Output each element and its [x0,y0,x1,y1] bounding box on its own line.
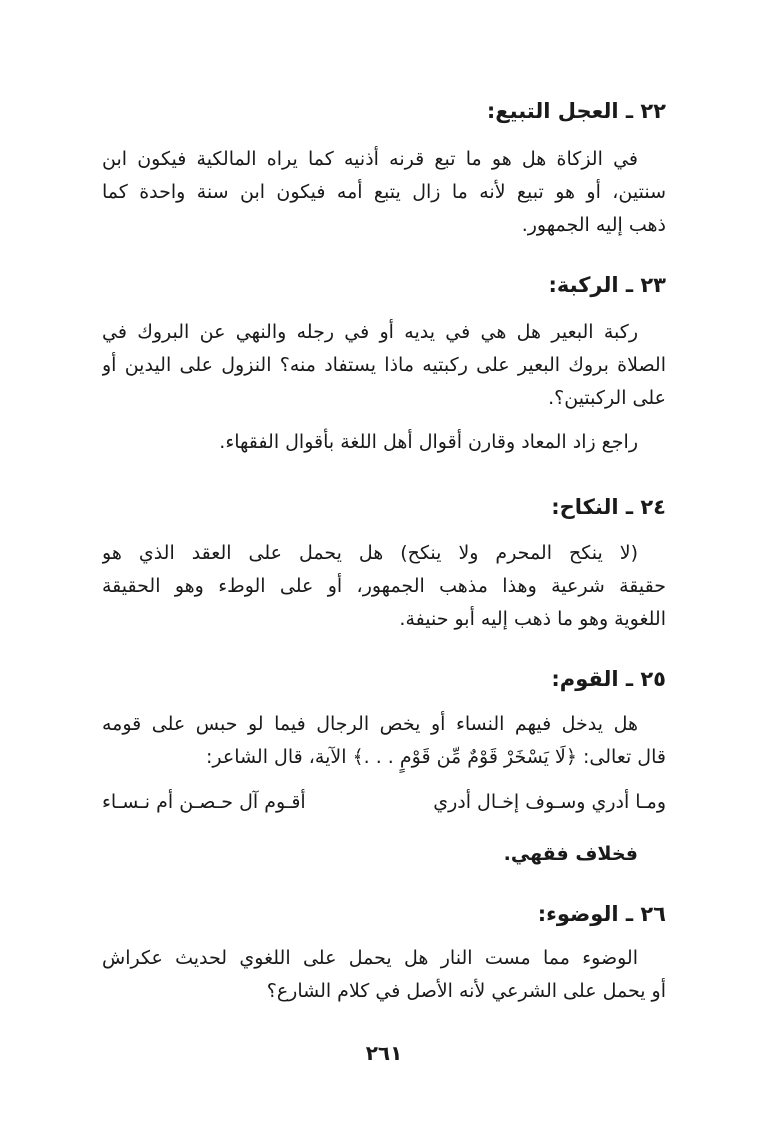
section-title-26: ٢٦ ـ الوضوء: [537,902,666,926]
section-title-23: ٢٣ ـ الركبة: [548,273,666,297]
text-line: حقيقة شرعية وهذا مذهب الجمهور، أو على الوطء وهو الحقيقة [102,575,666,597]
text-line: على الركبتين؟. [548,387,666,409]
text-line: ركبة البعير هل هي في يديه أو في رجله والنهي عن البروك في [102,321,638,343]
page-number: ٢٦١ [365,1041,403,1065]
text-line: هل يدخل فيهم النساء أو يخص الرجال فيما لو حبس على قومه [102,713,638,735]
text-line: أو يحمل على الشرعي لأنه الأصل في كلام الشارع؟ [266,980,666,1002]
section-body-24 [102,537,666,636]
section-title-22: ٢٢ ـ العجل التبيع: [486,99,666,123]
section-body-25 [102,708,666,774]
text-line: (لا ينكح المحرم ولا ينكح) هل يحمل على العقد الذي هو [102,542,638,564]
section-body-22 [102,143,666,242]
section-body-26 [102,942,666,1008]
section-body-23 [102,316,666,415]
text-line: ذهب إليه الجمهور. [521,214,666,236]
text-line: في الزكاة هل هو ما تبع قرنه أذنيه كما يراه المالكية فيكون ابن [102,148,638,170]
text-line: اللغوية وهو ما ذهب إليه أبو حنيفة. [399,608,666,630]
book-page [102,0,666,1125]
text-line: الوضوء مما مست النار هل يحمل على اللغوي لحديث عكراش [102,947,638,969]
text-line: الصلاة بروك البعير على ركبتيه ماذا يستفاد منه؟ النزول على اليدين أو [102,354,666,376]
poetry-verse [102,786,666,819]
section-note-23 [102,426,666,459]
text-line: سنتين، أو هو تبيع لأنه ما زال يتبع أمه فيكون ابن سنة واحدة كما [102,181,666,203]
section-title-24: ٢٤ ـ النكاح: [551,495,666,519]
verse-first-hemistich: ومـا أدري وسـوف إخـال أدري [433,791,666,813]
section-note-25: فخلاف فقهي. [503,843,638,865]
verse-second-hemistich: أقـوم آل حـصـن أم نـسـاء [102,791,306,813]
text-line: راجع زاد المعاد وقارن أقوال أهل اللغة بأقوال الفقهاء. [219,431,638,453]
section-title-25: ٢٥ ـ القوم: [551,667,666,691]
text-line: قال تعالى: ﴿لَا يَسْخَرْ قَوْمٌ مِّن قَوْمٍ . . .﴾ الآية، قال الشاعر: [205,746,666,768]
